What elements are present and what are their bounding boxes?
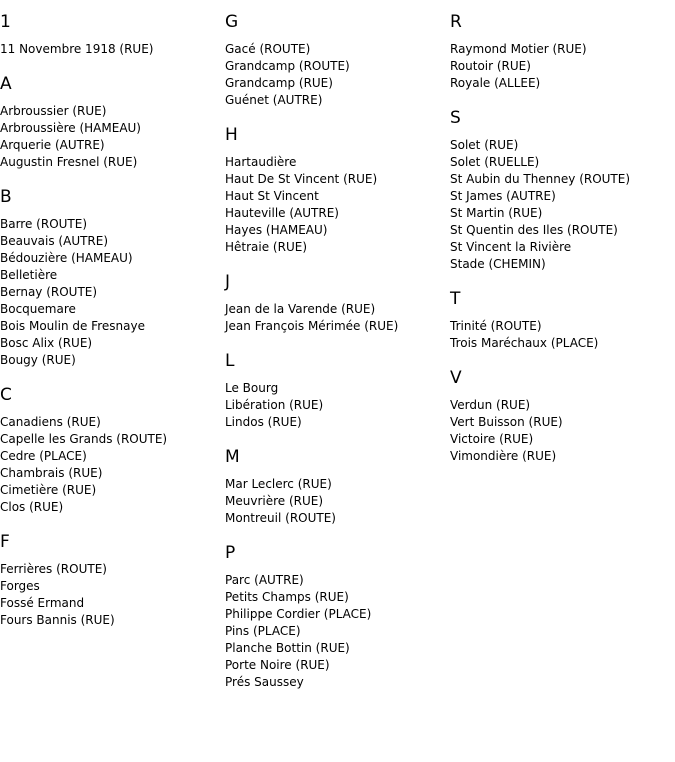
street-link[interactable]: Haut De St Vincent (RUE)	[225, 172, 378, 186]
letter-section	[225, 542, 449, 691]
street-link[interactable]: Solet (RUELLE)	[450, 155, 540, 169]
street-link[interactable]: Routoir (RUE)	[450, 59, 531, 73]
street-link[interactable]: Pins (PLACE)	[225, 624, 301, 638]
street-link[interactable]: Libération (RUE)	[225, 398, 324, 412]
street-link[interactable]: Grandcamp (ROUTE)	[225, 59, 350, 73]
street-list	[225, 476, 449, 527]
street-link[interactable]: Barre (ROUTE)	[0, 217, 88, 231]
street-link[interactable]: Bédouzière (HAMEAU)	[0, 251, 133, 265]
letter-section	[225, 124, 449, 256]
street-link[interactable]: Bernay (ROUTE)	[0, 285, 98, 299]
letter-section	[0, 531, 224, 629]
letter-heading: S	[450, 108, 461, 128]
street-link[interactable]: Parc (AUTRE)	[225, 573, 304, 587]
street-link[interactable]: Stade (CHEMIN)	[450, 257, 546, 271]
letter-section	[0, 73, 224, 171]
letter-section	[0, 186, 224, 369]
street-link[interactable]: Chambrais (RUE)	[0, 466, 103, 480]
street-link[interactable]: Bougy (RUE)	[0, 353, 76, 367]
letter-section	[450, 288, 674, 352]
street-link[interactable]: Trois Maréchaux (PLACE)	[450, 336, 599, 350]
street-link[interactable]: Bois Moulin de Fresnaye	[0, 319, 145, 333]
street-index-column-1	[0, 0, 224, 644]
street-link[interactable]: Lindos (RUE)	[225, 415, 302, 429]
street-link[interactable]: Cimetière (RUE)	[0, 483, 97, 497]
street-link[interactable]: Trinité (ROUTE)	[450, 319, 542, 333]
street-link[interactable]: Mar Leclerc (RUE)	[225, 477, 332, 491]
letter-section	[0, 11, 224, 58]
street-link[interactable]: Jean François Mérimée (RUE)	[225, 319, 399, 333]
letter-heading: G	[225, 12, 239, 32]
letter-heading: L	[225, 351, 235, 371]
street-link[interactable]: Bosc Alix (RUE)	[0, 336, 93, 350]
street-link[interactable]: Planche Bottin (RUE)	[225, 641, 350, 655]
street-link[interactable]: Jean de la Varende (RUE)	[225, 302, 376, 316]
letter-heading: 1	[0, 12, 11, 32]
street-link[interactable]: Victoire (RUE)	[450, 432, 534, 446]
letter-section	[225, 446, 449, 527]
street-list	[225, 380, 449, 431]
street-link[interactable]: Petits Champs (RUE)	[225, 590, 349, 604]
street-link[interactable]: Haut St Vincent	[225, 189, 319, 203]
letter-heading: R	[450, 12, 462, 32]
street-list	[225, 572, 449, 691]
street-link[interactable]: Grandcamp (RUE)	[225, 76, 333, 90]
street-link[interactable]: Hauteville (AUTRE)	[225, 206, 339, 220]
street-link[interactable]: Bocquemare	[0, 302, 76, 316]
street-link[interactable]: 11 Novembre 1918 (RUE)	[0, 42, 154, 56]
street-link[interactable]: Belletière	[0, 268, 58, 282]
street-link[interactable]: Vert Buisson (RUE)	[450, 415, 563, 429]
street-link[interactable]: Royale (ALLEE)	[450, 76, 541, 90]
letter-section	[225, 11, 449, 109]
street-list	[225, 301, 449, 335]
street-link[interactable]: Ferrières (ROUTE)	[0, 562, 107, 576]
street-link[interactable]: Beauvais (AUTRE)	[0, 234, 109, 248]
letter-section	[225, 350, 449, 431]
street-list	[0, 216, 224, 369]
street-index-column-3	[450, 0, 674, 480]
street-link[interactable]: Philippe Cordier (PLACE)	[225, 607, 372, 621]
street-link[interactable]: Canadiens (RUE)	[0, 415, 101, 429]
letter-heading: H	[225, 125, 238, 145]
street-link[interactable]: St Aubin du Thenney (ROUTE)	[450, 172, 631, 186]
letter-heading: T	[450, 289, 461, 309]
street-link[interactable]: Arquerie (AUTRE)	[0, 138, 105, 152]
letter-heading: B	[0, 187, 12, 207]
letter-heading: M	[225, 447, 240, 467]
street-link[interactable]: Fours Bannis (RUE)	[0, 613, 115, 627]
street-link[interactable]: Cedre (PLACE)	[0, 449, 87, 463]
street-link[interactable]: St Vincent la Rivière	[450, 240, 572, 254]
letter-heading: P	[225, 543, 236, 563]
street-list	[0, 561, 224, 629]
street-link[interactable]: Arbroussier (RUE)	[0, 104, 107, 118]
street-link[interactable]: Gacé (ROUTE)	[225, 42, 311, 56]
letter-heading: J	[225, 272, 231, 292]
street-link[interactable]: St Martin (RUE)	[450, 206, 543, 220]
street-list	[225, 41, 449, 109]
street-link[interactable]: Guénet (AUTRE)	[225, 93, 323, 107]
street-list	[0, 41, 224, 58]
street-list	[0, 103, 224, 171]
street-list	[0, 414, 224, 516]
letter-section	[450, 107, 674, 273]
street-link[interactable]: Solet (RUE)	[450, 138, 519, 152]
street-link[interactable]: Meuvrière (RUE)	[225, 494, 324, 508]
street-link[interactable]: Hayes (HAMEAU)	[225, 223, 328, 237]
street-link[interactable]: Porte Noire (RUE)	[225, 658, 330, 672]
letter-section	[225, 271, 449, 335]
street-list	[450, 397, 674, 465]
letter-heading: A	[0, 74, 12, 94]
letter-heading: V	[450, 368, 462, 388]
street-link[interactable]: Le Bourg	[225, 381, 279, 395]
letter-section	[450, 367, 674, 465]
street-link[interactable]: Prés Saussey	[225, 675, 304, 689]
letter-heading: F	[0, 532, 10, 552]
street-link[interactable]: Hartaudière	[225, 155, 297, 169]
street-link[interactable]: St James (AUTRE)	[450, 189, 556, 203]
letter-heading: C	[0, 385, 12, 405]
street-link[interactable]: Raymond Motier (RUE)	[450, 42, 587, 56]
street-list	[450, 41, 674, 92]
street-link[interactable]: Forges	[0, 579, 40, 593]
street-link[interactable]: Clos (RUE)	[0, 500, 64, 514]
street-link[interactable]: Hêtraie (RUE)	[225, 240, 307, 254]
street-list	[450, 137, 674, 273]
street-link[interactable]: Capelle les Grands (ROUTE)	[0, 432, 168, 446]
street-link[interactable]: Vimondière (RUE)	[450, 449, 557, 463]
street-link[interactable]: St Quentin des Iles (ROUTE)	[450, 223, 618, 237]
street-link[interactable]: Verdun (RUE)	[450, 398, 531, 412]
street-link[interactable]: Arbroussière (HAMEAU)	[0, 121, 141, 135]
street-list	[225, 154, 449, 256]
street-list	[450, 318, 674, 352]
street-link[interactable]: Fossé Ermand	[0, 596, 85, 610]
letter-section	[450, 11, 674, 92]
letter-section	[0, 384, 224, 516]
street-link[interactable]: Montreuil (ROUTE)	[225, 511, 336, 525]
street-link[interactable]: Augustin Fresnel (RUE)	[0, 155, 138, 169]
street-index-column-2	[225, 0, 449, 706]
